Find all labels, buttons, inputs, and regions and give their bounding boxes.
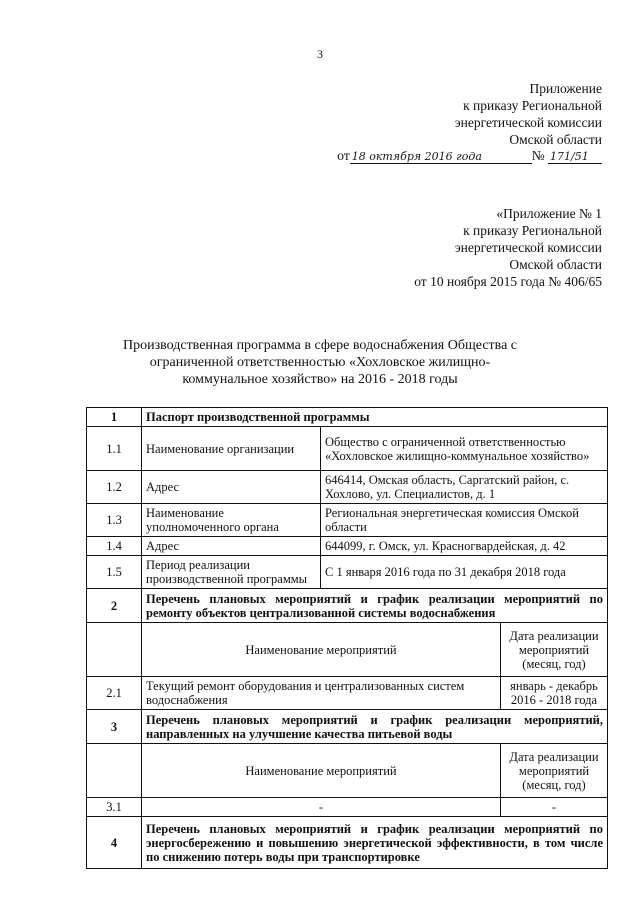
event-name: - xyxy=(142,798,501,817)
empty-cell xyxy=(87,744,142,798)
number-sign: № xyxy=(531,148,545,163)
section-number: 2 xyxy=(87,589,142,623)
table-row xyxy=(87,710,608,744)
column-header-date: Дата реализации мероприятий (месяц, год) xyxy=(501,623,608,677)
table-row xyxy=(87,677,608,710)
appendix-line: энергетической комиссии xyxy=(454,115,602,130)
column-header-event: Наименование мероприятий xyxy=(142,623,501,677)
row-value: С 1 января 2016 года по 31 декабря 2018 года xyxy=(321,556,608,589)
row-label: Период реализации производственной программы xyxy=(142,556,321,589)
empty-cell xyxy=(87,623,142,677)
page-number: 3 xyxy=(317,47,323,61)
appendix-header xyxy=(455,80,602,148)
row-label: Наименование уполномоченного органа xyxy=(142,504,321,537)
row-label: Адрес xyxy=(142,471,321,504)
table-row xyxy=(87,798,608,817)
handwritten-number: 171/51 xyxy=(548,150,602,164)
section-number: 1 xyxy=(87,408,142,427)
appendix-1-line: Омской области xyxy=(509,257,602,272)
appendix-line: к приказу Региональной xyxy=(463,98,602,113)
table-row xyxy=(87,817,608,869)
table-row xyxy=(87,408,608,427)
section-title: Перечень плановых мероприятий и график реализации мероприятий по энергосбережению и повышению энергетической эффективности, в том числе по снижению потерь воды при транспортировке xyxy=(142,817,608,869)
row-value: 646414, Омская область, Саргатский район, с. Хохлово, ул. Специалистов, д. 1 xyxy=(321,471,608,504)
row-label: Наименование организации xyxy=(142,427,321,471)
section-number: 3 xyxy=(87,710,142,744)
appendix-1-line: к приказу Региональной xyxy=(463,223,602,238)
table-row xyxy=(87,744,608,798)
passport-table xyxy=(86,407,608,869)
appendix-line: Приложение xyxy=(529,81,602,96)
section-number: 4 xyxy=(87,817,142,869)
event-name: Текущий ремонт оборудования и централизованных систем водоснабжения xyxy=(142,677,501,710)
row-number: 1.1 xyxy=(87,427,142,471)
document-title: Производственная программа в сфере водоснабжения Общества с ограниченной ответственностью «Хохловское жилищно-коммунальное хозяйство» на 2016 - 2018 годы xyxy=(122,338,518,387)
handwritten-date: 18 октября 2016 года xyxy=(350,150,532,164)
appendix-1-block xyxy=(414,205,602,290)
table-row xyxy=(87,427,608,471)
table-row xyxy=(87,537,608,556)
row-label: Адрес xyxy=(142,537,321,556)
row-value: Общество с ограниченной ответственностью «Хохловское жилищно-коммунальное хозяйство» xyxy=(321,427,608,471)
appendix-1-line: энергетической комиссии xyxy=(454,240,602,255)
row-value: Региональная энергетическая комиссия Омской области xyxy=(321,504,608,537)
table-row xyxy=(87,471,608,504)
appendix-line: Омской области xyxy=(509,132,602,147)
order-reference xyxy=(337,148,602,164)
section-title: Паспорт производственной программы xyxy=(142,408,608,427)
table-row xyxy=(87,504,608,537)
table-row xyxy=(87,623,608,677)
event-date: - xyxy=(501,798,608,817)
row-number: 1.2 xyxy=(87,471,142,504)
row-number: 1.4 xyxy=(87,537,142,556)
appendix-1-line: «Приложение № 1 xyxy=(496,206,602,221)
row-number: 2.1 xyxy=(87,677,142,710)
column-header-event: Наименование мероприятий xyxy=(142,744,501,798)
row-number: 1.3 xyxy=(87,504,142,537)
appendix-1-line: от 10 ноября 2015 года № 406/65 xyxy=(414,274,602,289)
row-number: 1.5 xyxy=(87,556,142,589)
row-number: 3.1 xyxy=(87,798,142,817)
table-row xyxy=(87,589,608,623)
order-prefix: от xyxy=(337,148,350,163)
row-value: 644099, г. Омск, ул. Красногвардейская, д. 42 xyxy=(321,537,608,556)
section-title: Перечень плановых мероприятий и график реализации мероприятий по ремонту объектов централизованной системы водоснабжения xyxy=(142,589,608,623)
event-date: январь - декабрь 2016 - 2018 года xyxy=(501,677,608,710)
section-title: Перечень плановых мероприятий и график реализации мероприятий, направленных на улучшение качества питьевой воды xyxy=(142,710,608,744)
column-header-date: Дата реализации мероприятий (месяц, год) xyxy=(501,744,608,798)
table-row xyxy=(87,556,608,589)
